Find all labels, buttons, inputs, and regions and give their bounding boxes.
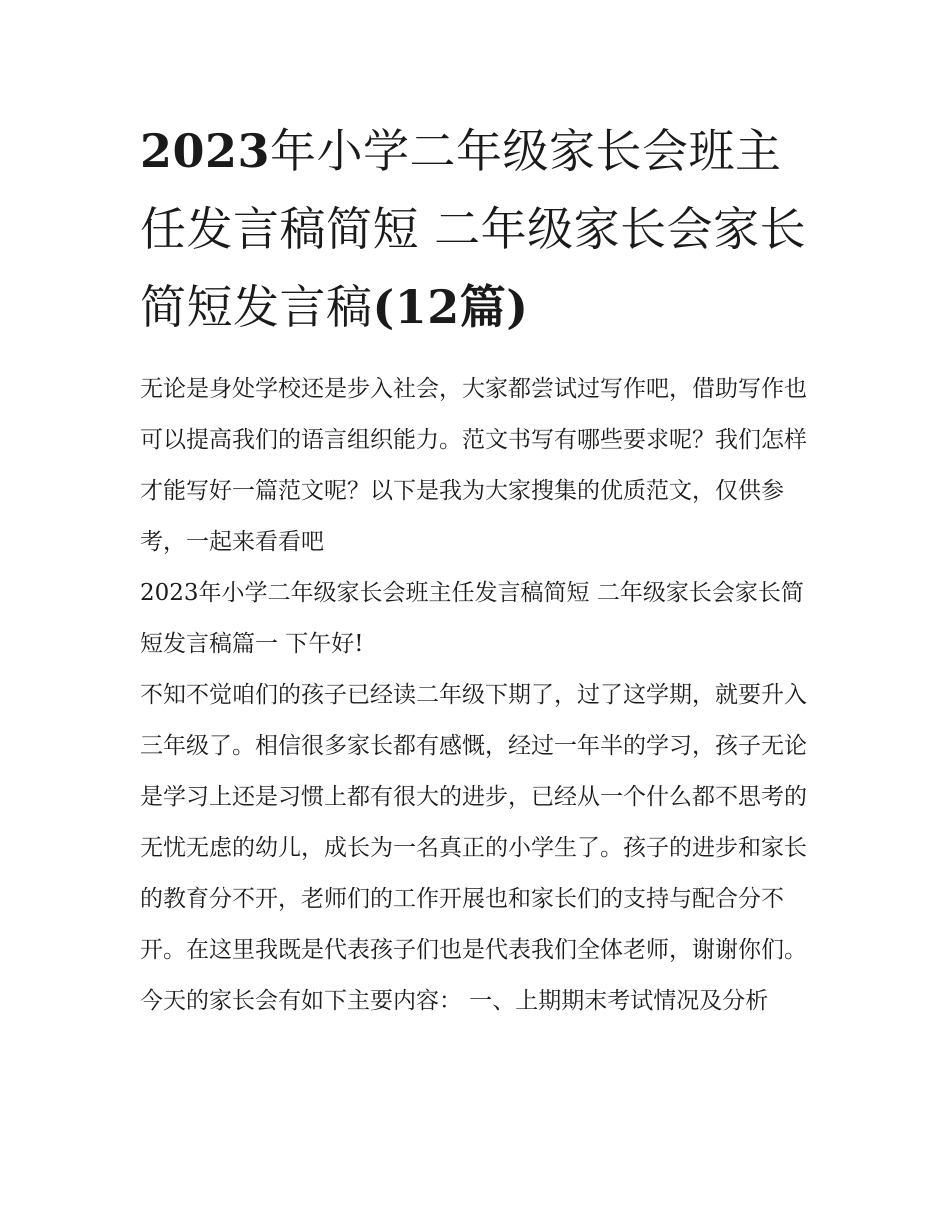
document-page bbox=[140, 112, 820, 1027]
paragraph-agenda: 今天的家长会有如下主要内容： 一、上期期末考试情况及分析 bbox=[140, 988, 769, 1014]
document-title bbox=[140, 112, 820, 346]
document-body bbox=[140, 364, 820, 1027]
title-text: 年小学二年级家长会班主任发言稿简短 二年级家长会家长简短发言稿 bbox=[140, 124, 807, 334]
paragraph-main: 不知不觉咱们的孩子已经读二年级下期了，过了这学期，就要升入三年级了。相信很多家长都有感慨，经过一年半的学习，孩子无论是学习上还是习惯上都有很大的进步，已经从一个什么都不思考的无忧无虑的幼儿，成长为一名真正的小学生了。孩子的进步和家长的教育分不开，老师们的工作开展也和家长们的支持与配合分不开。在这里我既是代表孩子们也是代表我们全体老师，谢谢你们。 bbox=[140, 682, 807, 963]
paragraph-heading: 2023年小学二年级家长会班主任发言稿简短 二年级家长会家长简短发言稿篇一 下午好! bbox=[140, 580, 804, 657]
title-count: (12 bbox=[372, 280, 460, 334]
paragraph-intro: 无论是身处学校还是步入社会，大家都尝试过写作吧，借助写作也可以提高我们的语言组织能力。范文书写有哪些要求呢？我们怎样才能写好一篇范文呢？以下是我为大家搜集的优质范文，仅供参考，一起来看看吧 bbox=[140, 376, 807, 555]
title-year: 2023 bbox=[140, 124, 271, 178]
title-suffix: 篇) bbox=[459, 280, 529, 334]
